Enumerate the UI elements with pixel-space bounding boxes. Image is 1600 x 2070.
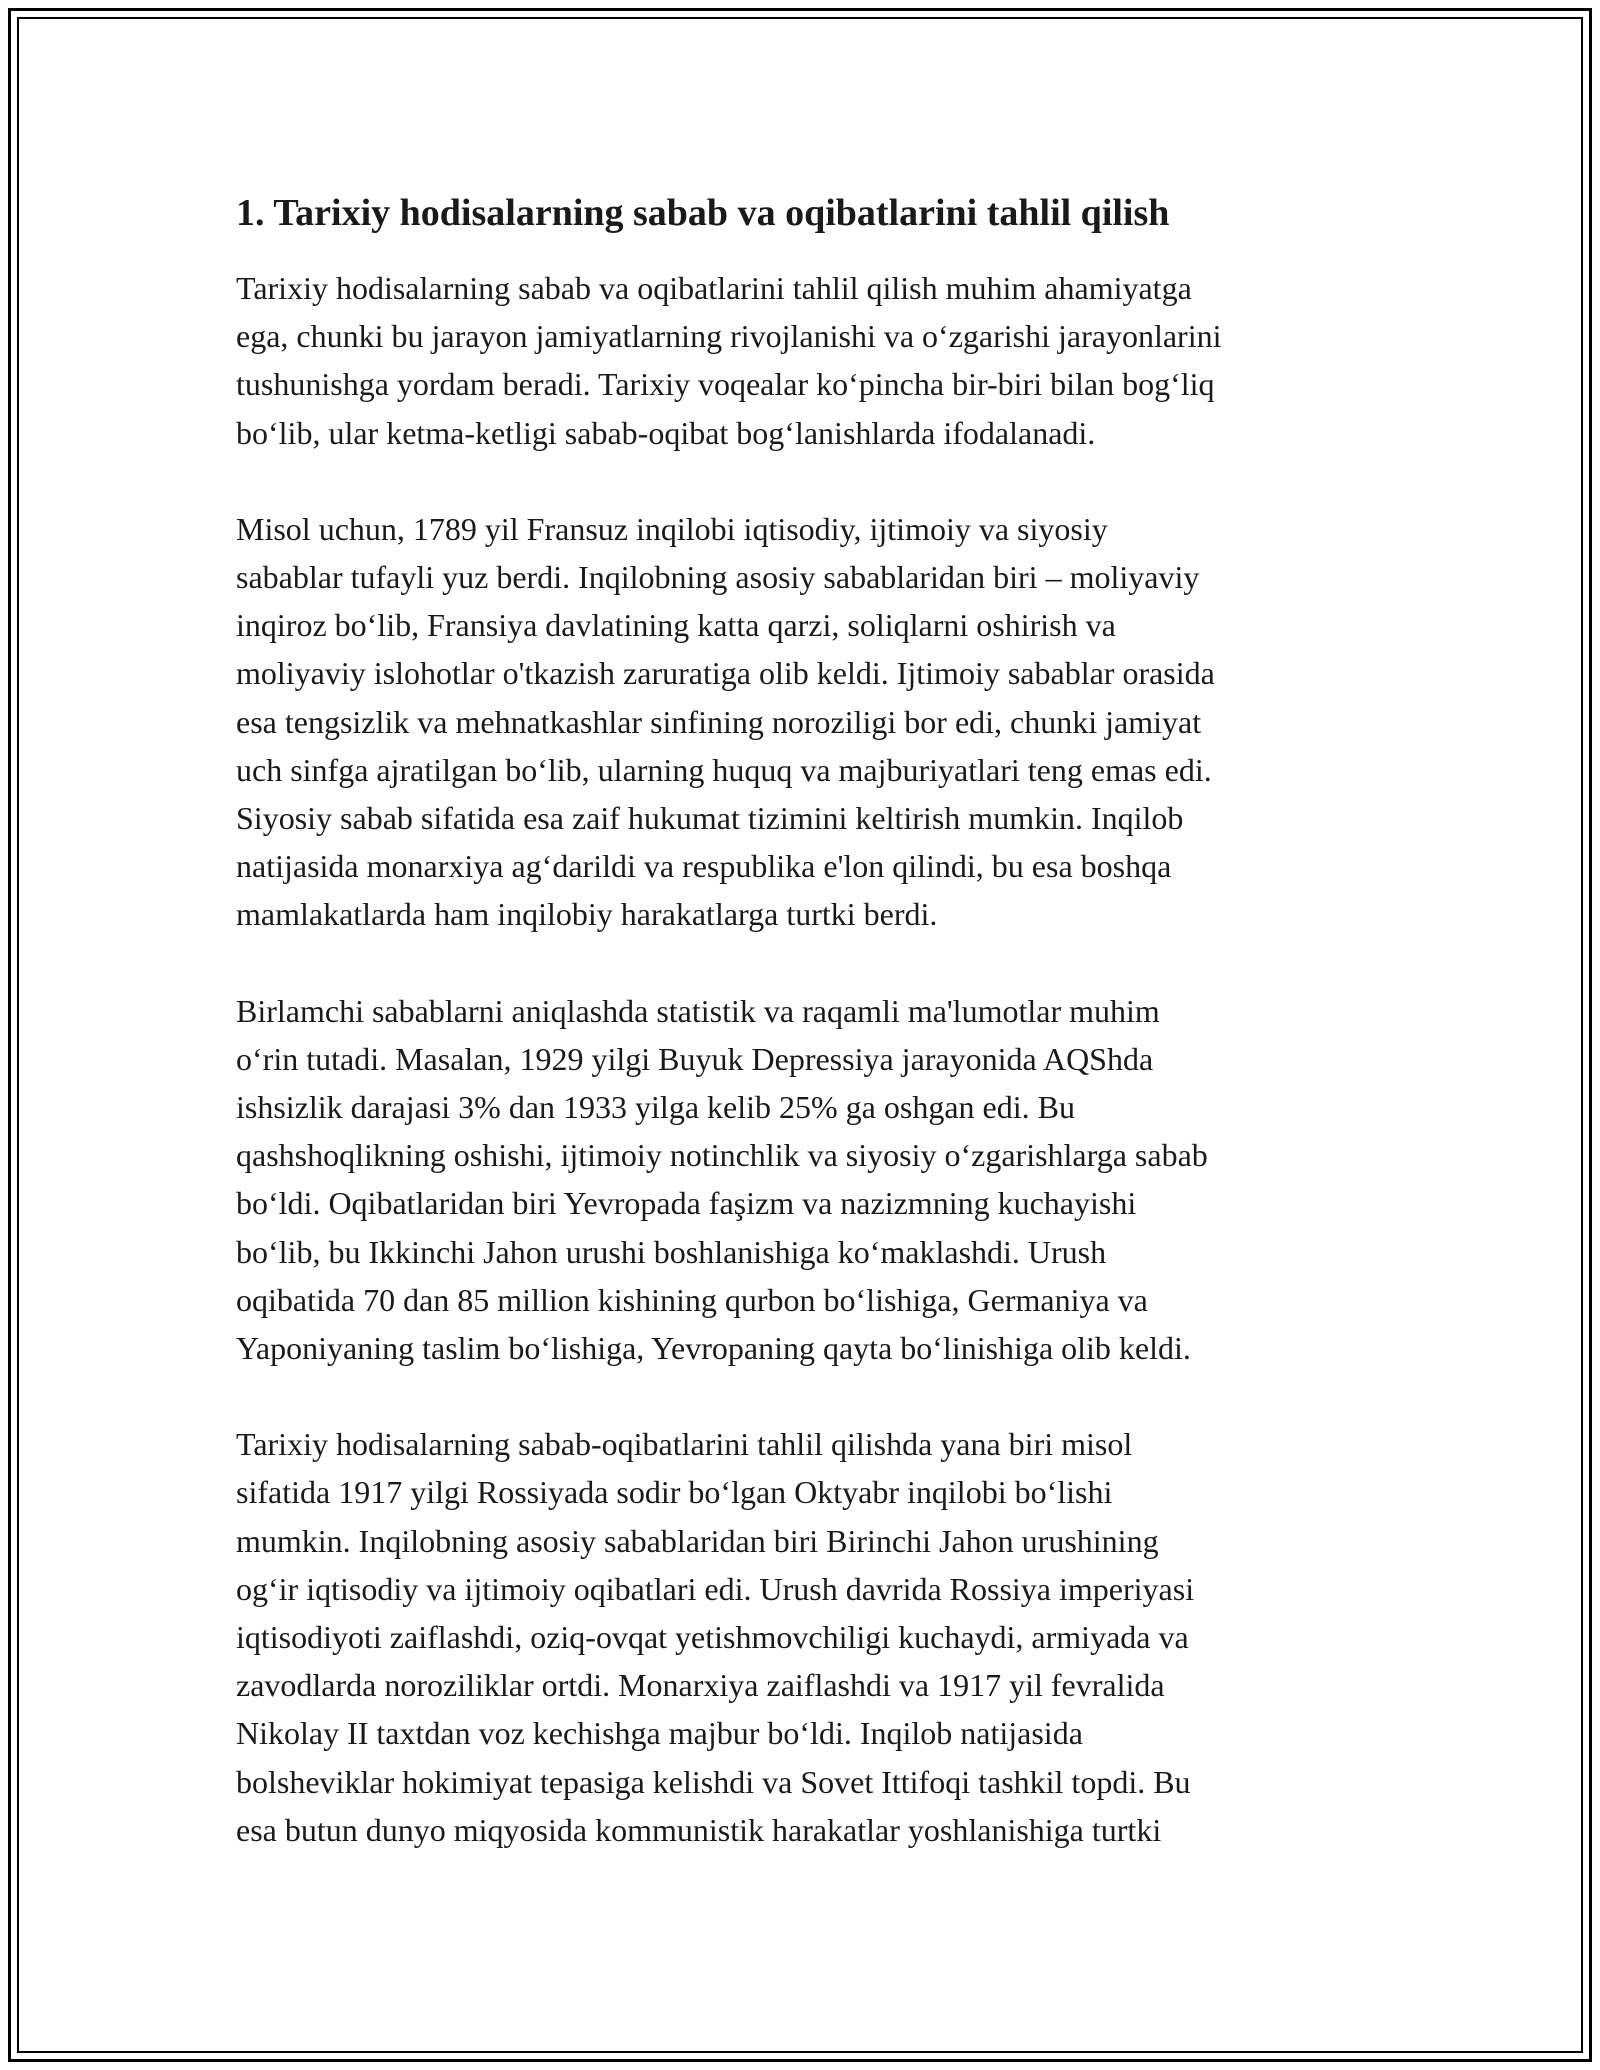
paragraph (236, 987, 1376, 1373)
paragraph-line: tushunishga yordam beradi. Tarixiy voqealar koʻpincha bir-biri bilan bogʻliq (236, 366, 1215, 403)
paragraph-line: ega, chunki bu jarayon jamiyatlarning rivojlanishi va oʻzgarishi jarayonlarini (236, 318, 1222, 355)
paragraph (236, 264, 1376, 457)
paragraph-line: boʻldi. Oqibatlaridan biri Yevropada faşizm va nazizmning kuchayishi (236, 1185, 1137, 1222)
paragraph-line: esa butun dunyo miqyosida kommunistik harakatlar yoshlanishiga turtki (236, 1811, 1162, 1848)
paragraph-line: boʻlib, bu Ikkinchi Jahon urushi boshlanishiga koʻmaklashdi. Urush (236, 1233, 1107, 1270)
paragraph-line: iqtisodiyoti zaiflashdi, oziq-ovqat yetishmovchiligi kuchaydi, armiyada va (236, 1619, 1189, 1656)
paragraph-line: Yaponiyaning taslim boʻlishiga, Yevropaning qayta boʻlinishiga olib keldi. (236, 1330, 1191, 1367)
paragraph-line: zavodlarda noroziliklar ortdi. Monarxiya zaiflashdi va 1917 yil fevralida (236, 1667, 1165, 1704)
paragraph-line: oʻrin tutadi. Masalan, 1929 yilgi Buyuk Depressiya jarayonida AQShda (236, 1040, 1154, 1077)
paragraph (236, 1420, 1376, 1854)
paragraph-list (236, 264, 1376, 1854)
paragraph-line: boʻlib, ular ketma-ketligi sabab-oqibat bogʻlanishlarda ifodalanadi. (236, 414, 1096, 451)
paragraph-line: Tarixiy hodisalarning sabab va oqibatlarini tahlil qilish muhim ahamiyatga (236, 270, 1192, 306)
paragraph-line: Misol uchun, 1789 yil Fransuz inqilobi iqtisodiy, ijtimoiy va siyosiy (236, 510, 1108, 547)
paragraph (236, 505, 1376, 939)
paragraph-line: natijasida monarxiya agʻdarildi va respublika e'lon qilindi, bu esa boshqa (236, 848, 1172, 885)
paragraph-line: inqiroz boʻlib, Fransiya davlatining katta qarzi, soliqlarni oshirish va (236, 607, 1116, 644)
section-title: 1. Tarixiy hodisalarning sabab va oqibatlarini tahlil qilish (236, 192, 1170, 234)
paragraph-line: qashshoqlikning oshishi, ijtimoiy notinchlik va siyosiy oʻzgarishlarga sabab (236, 1137, 1208, 1174)
paragraph-line: bolsheviklar hokimiyat tepasiga kelishdi va Sovet Ittifoqi tashkil topdi. Bu (236, 1763, 1191, 1800)
paragraph-line: mumkin. Inqilobning asosiy sabablaridan biri Birinchi Jahon urushining (236, 1522, 1159, 1559)
document-body (236, 186, 1376, 1902)
paragraph-line: sabablar tufayli yuz berdi. Inqilobning asosiy sabablaridan biri – moliyaviy (236, 559, 1200, 596)
paragraph-line: uch sinfga ajratilgan boʻlib, ularning huquq va majburiyatlari teng emas edi. (236, 751, 1212, 788)
paragraph-line: sifatida 1917 yilgi Rossiyada sodir boʻlgan Oktyabr inqilobi boʻlishi (236, 1474, 1113, 1511)
paragraph-line: ogʻir iqtisodiy va ijtimoiy oqibatlari edi. Urush davrida Rossiya imperiyasi (236, 1570, 1195, 1607)
paragraph-line: Birlamchi sabablarni aniqlashda statistik va raqamli ma'lumotlar muhim (236, 992, 1160, 1029)
paragraph-line: ishsizlik darajasi 3% dan 1933 yilga kelib 25% ga oshgan edi. Bu (236, 1089, 1075, 1126)
paragraph-line: oqibatida 70 dan 85 million kishining qurbon boʻlishiga, Germaniya va (236, 1281, 1148, 1318)
paragraph-line: moliyaviy islohotlar o'tkazish zaruratiga olib keldi. Ijtimoiy sabablar orasida (236, 655, 1215, 692)
paragraph-line: Nikolay II taxtdan voz kechishga majbur boʻldi. Inqilob natijasida (236, 1715, 1083, 1752)
paragraph-line: esa tengsizlik va mehnatkashlar sinfining noroziligi bor edi, chunki jamiyat (236, 703, 1202, 740)
paragraph-line: Siyosiy sabab sifatida esa zaif hukumat tizimini keltirish mumkin. Inqilob (236, 800, 1184, 837)
paragraph-line: Tarixiy hodisalarning sabab-oqibatlarini tahlil qilishda yana biri misol (236, 1426, 1133, 1463)
paragraph-line: mamlakatlarda ham inqilobiy harakatlarga turtki berdi. (236, 896, 938, 933)
